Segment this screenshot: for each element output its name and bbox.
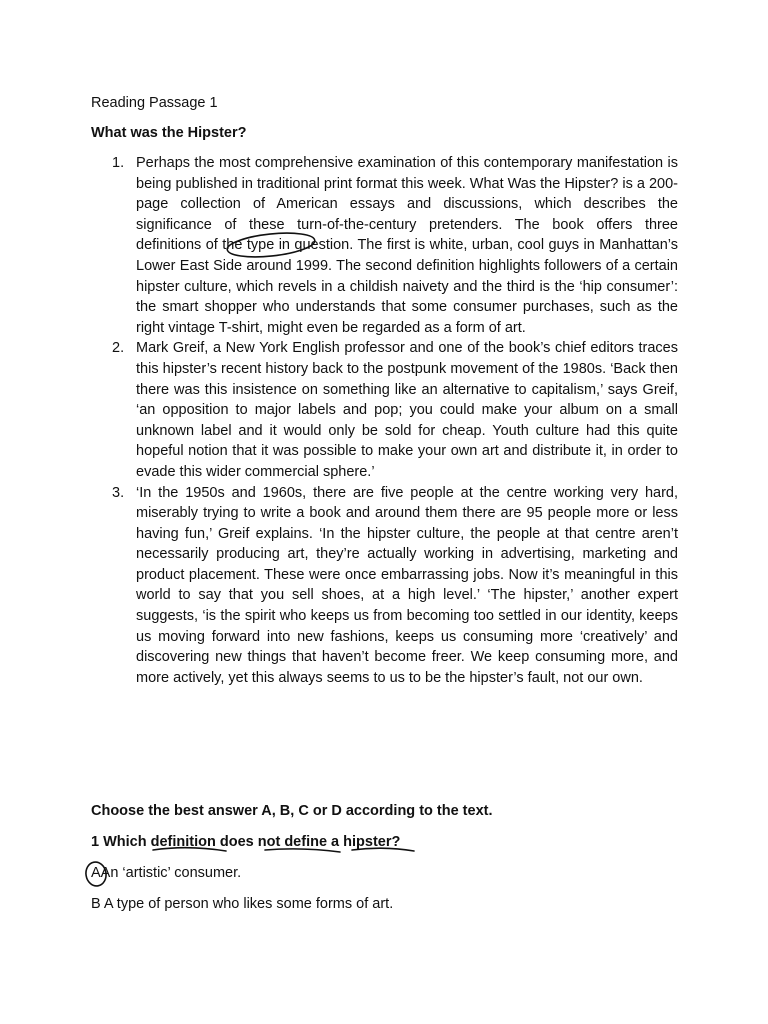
paragraph-text: Perhaps the most comprehensive examination of this contemporary manifestation is being published in traditional print format this week. What Was the Hipster? is a 200-page collection of American essays and discussions, which describes the significance of these turn-of-the-century pretenders. The book offers three definitions of the type in question. The first is white, urban, cool guys in Manhattan’s Lower East Side around 1999. The second definition highlights followers of a certain hipster culture, which revels in a childish naivety and the third is the ‘hip consumer’: the smart shopper who understands that some consumer purchases, such as the right vintage T-shirt, might even be regarded as a form of art. <box>136 155 678 336</box>
paragraph-2 <box>112 338 678 482</box>
option-a-letter: A <box>91 865 101 881</box>
passage-title: What was the Hipster? <box>91 125 247 141</box>
paragraph-number: 1. <box>112 155 125 171</box>
paragraph-1 <box>112 153 678 338</box>
option-b[interactable]: B A type of person who likes some forms of art. <box>91 896 394 912</box>
paragraph-number: 3. <box>112 484 125 501</box>
option-a-text: An ‘artistic’ consumer. <box>100 865 242 881</box>
option-a[interactable] <box>91 863 241 883</box>
paragraph-number: 2. <box>112 340 125 357</box>
paragraph-3 <box>112 483 678 689</box>
passage-paragraphs <box>112 153 678 688</box>
paragraph-text: ‘In the 1950s and 1960s, there are five people at the centre working very hard, miserably trying to write a book and around them there are 95 people more or less having fun,’ Greif explains. ‘In the hipster culture, the people at that centre aren’t necessarily producing art, they’re actually working in advertising, marketing and product placement. These were once embarrassing jobs. Now it’s meaningful in this world to say that you sell shoes, at a high level.’ ‘The hipster,’ another expert suggests, ‘is the spirit who keeps us from becoming too settled in our identity, keeps us moving forward into new fashions, keeps us consuming more ‘creatively’ and discovering new things that haven’t become freer. We keep consuming more, and more actively, yet this always seems to us to be the hipster’s fault, not our own. <box>136 484 678 686</box>
paragraph-text: Mark Greif, a New York English professor and one of the book’s chief editors traces this hipster’s recent history back to the postpunk movement of the 1980s. ‘Back then there was this insistence on something like an alternative to capitalism,’ says Greif, ‘an opposition to major labels and pop; you could make your album on a small unknown label and it would only be sold for cheap. Youth culture had this quite hopeful notion that it was possible to make your own art and distribute it, in order to evade this wider commercial sphere.’ <box>136 340 678 480</box>
instruction-text: Choose the best answer A, B, C or D according to the text. <box>91 803 493 819</box>
passage-label: Reading Passage 1 <box>91 95 218 111</box>
question-text: 1 Which definition does not define a hipster? <box>91 834 401 850</box>
